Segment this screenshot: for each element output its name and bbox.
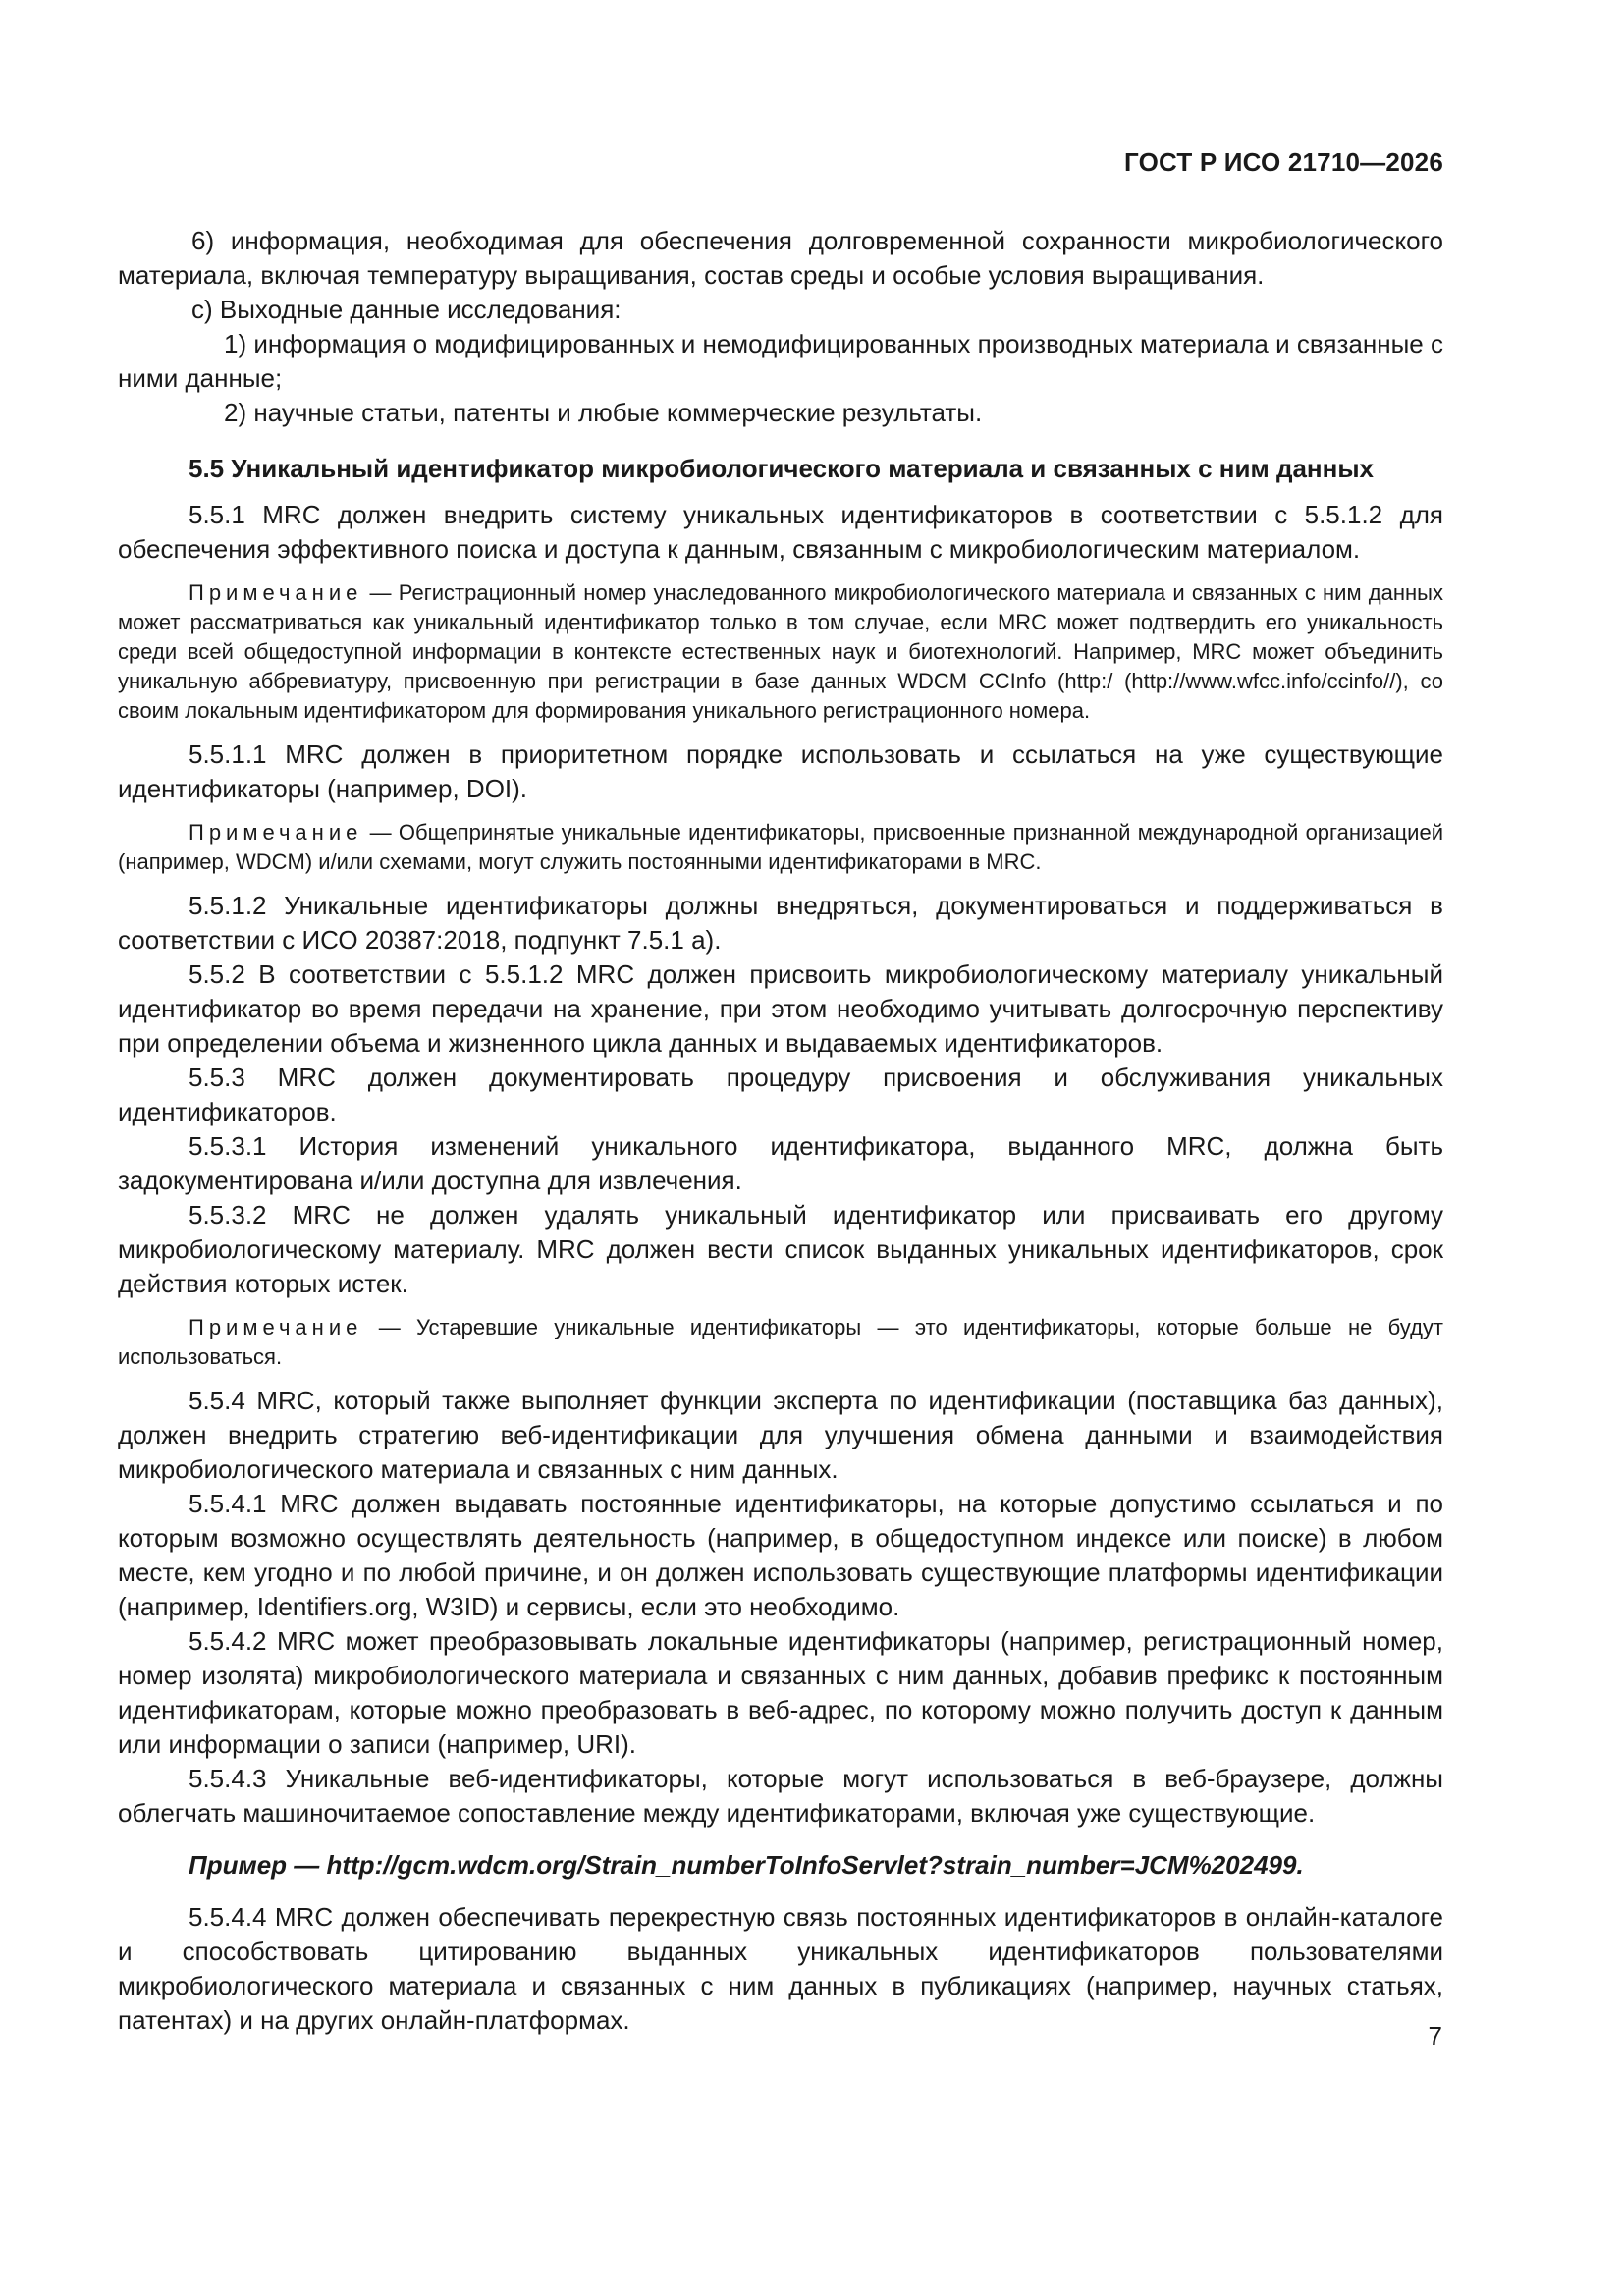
note-label: Примечание xyxy=(189,1315,363,1339)
note-text: — Устаревшие уникальные идентификаторы — это идентификаторы, которые больше не будут использоваться. xyxy=(118,1315,1443,1369)
note-1 xyxy=(118,578,1443,726)
clause-5-5-4: 5.5.4 MRC, который также выполняет функции эксперта по идентификации (поставщика баз данных), должен внедрить стратегию веб-идентификации для улучшения обмена данными и взаимодействия микробиологического материала и связанных с ним данных. xyxy=(118,1386,1443,1484)
section-heading-5-5: 5.5 Уникальный идентификатор микробиологического материала и связанных с ним данных xyxy=(189,454,1374,483)
page-number: 7 xyxy=(1428,2021,1442,2050)
example-url: Пример — http://gcm.wdcm.org/Strain_numberToInfoServlet?strain_number=JCM%202499. xyxy=(189,1850,1304,1880)
note-text: — Общепринятые уникальные идентификаторы, присвоенные признанной международной организацией (например, WDCM) и/или схемами, могут служить постоянными идентификаторами в MRC. xyxy=(118,820,1443,874)
clause-5-5-1: 5.5.1 MRC должен внедрить систему уникальных идентификаторов в соответствии с 5.5.1.2 для обеспечения эффективного поиска и доступа к данным, связанным с микробиологическим материалом. xyxy=(118,500,1443,564)
clause-5-5-4-4: 5.5.4.4 MRC должен обеспечивать перекрестную связь постоянных идентификаторов в онлайн-каталоге и способствовать цитированию выданных уникальных идентификаторов пользователями микробиологического материала и связанных с ним данных в публикациях (например, научных статьях, патентах) и на других онлайн-платформах. xyxy=(118,1902,1443,2035)
clause-5-5-1-1: 5.5.1.1 MRC должен в приоритетном порядке использовать и ссылаться на уже существующие идентификаторы (например, DOI). xyxy=(118,739,1443,803)
clause-5-5-2: 5.5.2 В соответствии с 5.5.1.2 MRC должен присвоить микробиологическому материалу уникальный идентификатор во время передачи на хранение, при этом необходимо учитывать долгосрочную перспективу при определении объема и жизненного цикла данных и выдаваемых идентификаторов. xyxy=(118,959,1443,1058)
note-3 xyxy=(118,1313,1443,1372)
document-header: ГОСТ Р ИСО 21710—2026 xyxy=(1123,147,1443,177)
clause-5-5-3: 5.5.3 MRC должен документировать процедуру присвоения и обслуживания уникальных идентификаторов. xyxy=(118,1063,1443,1126)
clause-5-5-4-3: 5.5.4.3 Уникальные веб-идентификаторы, которые могут использоваться в веб-браузере, должны облегчать машиночитаемое сопоставление между идентификаторами, включая уже существующие. xyxy=(118,1764,1443,1828)
document-body xyxy=(118,224,1443,2038)
paragraph-item-c1: 1) информация о модифицированных и немодифицированных производных материала и связанные с ними данные; xyxy=(118,329,1443,393)
paragraph-item-c2: 2) научные статьи, патенты и любые коммерческие результаты. xyxy=(224,398,983,427)
paragraph-item-c: с) Выходные данные исследования: xyxy=(191,295,622,324)
note-2 xyxy=(118,818,1443,877)
clause-5-5-1-2: 5.5.1.2 Уникальные идентификаторы должны внедряться, документироваться и поддерживаться в соответствии с ИСО 20387:2018, подпункт 7.5.1 а). xyxy=(118,891,1443,955)
clause-5-5-3-1: 5.5.3.1 История изменений уникального идентификатора, выданного MRC, должна быть задокументирована и/или доступна для извлечения. xyxy=(118,1131,1443,1195)
note-label: Примечание xyxy=(189,820,363,845)
clause-5-5-4-2: 5.5.4.2 MRC может преобразовывать локальные идентификаторы (например, регистрационный номер, номер изолята) микробиологического материала и связанных с ним данных, добавив префикс к постоянным идентификаторам, которые можно преобразовать в веб-адрес, по которому можно получить доступ к данным или информации о записи (например, URI). xyxy=(118,1626,1443,1759)
clause-5-5-4-1: 5.5.4.1 MRC должен выдавать постоянные идентификаторы, на которые допустимо ссылаться и по которым возможно осуществлять деятельность (например, в общедоступном индексе или поиске) в любом месте, кем угодно и по любой причине, и он должен использовать существующие платформы идентификации (например, Identifiers.org, W3ID) и сервисы, если это необходимо. xyxy=(118,1489,1443,1621)
note-label: Примечание xyxy=(189,580,363,605)
note-text: — Регистрационный номер унаследованного микробиологического материала и связанных с ним данных может рассматриваться как уникальный идентификатор только в том случае, если MRC может подтвердить его уникальность среди всей общедоступной информации в контексте естественных наук и биотехнологий. Например, MRC может объединить уникальную аббревиатуру, присвоенную при регистрации в базе данных WDCM CCInfo (http:/ (http://www.wfcc.info/ccinfo//), со своим локальным идентификатором для формирования уникального регистрационного номера. xyxy=(118,580,1443,723)
clause-5-5-3-2: 5.5.3.2 MRC не должен удалять уникальный идентификатор или присваивать его другому микробиологическому материалу. MRC должен вести список выданных уникальных идентификаторов, срок действия которых истек. xyxy=(118,1200,1443,1298)
paragraph-item-6: 6) информация, необходимая для обеспечения долговременной сохранности микробиологического материала, включая температуру выращивания, состав среды и особые условия выращивания. xyxy=(118,226,1443,290)
